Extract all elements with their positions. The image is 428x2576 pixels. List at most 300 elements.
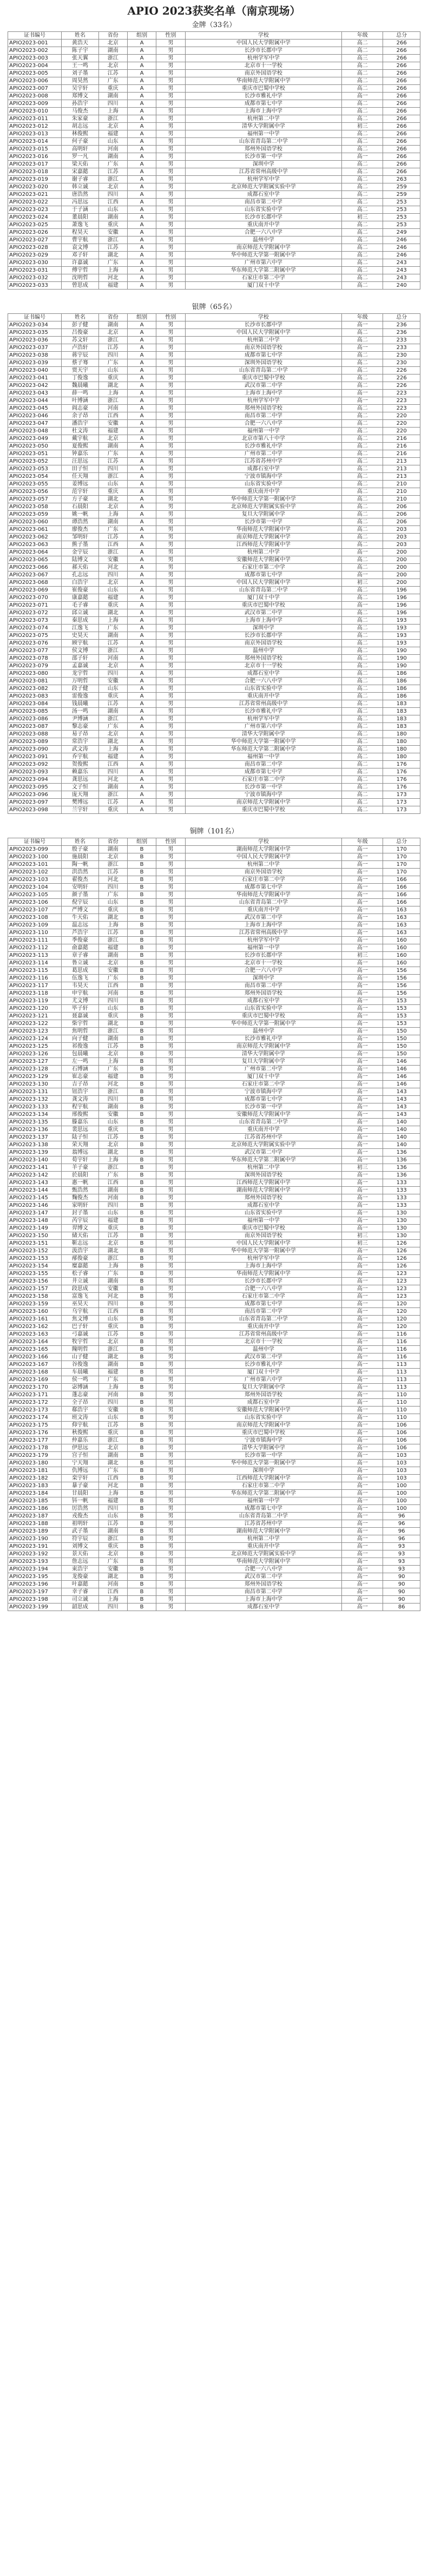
- cell-grade: 高二: [342, 40, 383, 47]
- cell-grade: 高二: [342, 450, 383, 458]
- cell-grade: 高一: [342, 1210, 383, 1217]
- cell-school: 杭州学军中学: [185, 937, 342, 944]
- cell-school: 安徽师范大学附属中学: [185, 556, 342, 564]
- table-row: [8, 1232, 420, 1240]
- table-row: [8, 1225, 420, 1232]
- cell-certificate-id: APIO2023-027: [8, 236, 62, 244]
- cell-school: 山东省青岛第二中学: [185, 899, 342, 906]
- cell-grade: 高一: [342, 1535, 383, 1543]
- cell-grade: 高一: [342, 1581, 383, 1588]
- column-header-school: 学校: [185, 838, 342, 846]
- cell-grade: 高一: [342, 1255, 383, 1263]
- cell-province: 四川: [98, 1505, 127, 1513]
- cell-group: B: [127, 1013, 156, 1020]
- cell-gender: 男: [156, 1467, 185, 1475]
- cell-name: 丁俊逸: [62, 374, 99, 382]
- cell-gender: 男: [156, 1505, 185, 1513]
- cell-score: 90: [383, 1581, 420, 1588]
- cell-province: 江西: [98, 1308, 127, 1316]
- cell-gender: 男: [156, 602, 185, 609]
- cell-score: 266: [383, 123, 420, 130]
- cell-group: A: [127, 428, 156, 435]
- table-row: [8, 1005, 420, 1013]
- cell-school: 宁波市镇海中学: [185, 791, 342, 799]
- cell-gender: 男: [156, 274, 185, 282]
- cell-province: 江苏: [98, 1422, 127, 1429]
- cell-province: 福建: [98, 130, 127, 138]
- cell-gender: 男: [156, 1460, 185, 1467]
- cell-school: 南昌市第二中学: [185, 1308, 342, 1316]
- cell-group: B: [127, 1475, 156, 1482]
- table-row: [8, 929, 420, 937]
- cell-score: 160: [383, 944, 420, 952]
- cell-certificate-id: APIO2023-195: [8, 1573, 62, 1581]
- cell-gender: 男: [156, 496, 185, 503]
- cell-name: 方子豪: [62, 496, 99, 503]
- cell-score: 153: [383, 1020, 420, 1028]
- cell-province: 浙江: [98, 1255, 127, 1263]
- cell-grade: 高二: [342, 503, 383, 511]
- cell-name: 洪浩然: [62, 869, 99, 876]
- cell-grade: 初三: [342, 952, 383, 960]
- cell-gender: 男: [156, 458, 185, 465]
- cell-school: 南京外国语学校: [185, 869, 342, 876]
- cell-school: 上海市上海中学: [185, 390, 342, 397]
- cell-school: 北京师范大学附属实验中学: [185, 183, 342, 191]
- cell-grade: 高一: [342, 153, 383, 161]
- cell-grade: 高二: [342, 252, 383, 259]
- cell-score: 100: [383, 1482, 420, 1490]
- cell-score: 100: [383, 1505, 420, 1513]
- cell-certificate-id: APIO2023-155: [8, 1270, 62, 1278]
- table-row: [8, 1399, 420, 1407]
- cell-certificate-id: APIO2023-168: [8, 1369, 62, 1376]
- cell-score: 146: [383, 1058, 420, 1066]
- cell-province: 安徽: [98, 229, 127, 236]
- cell-name: 祖明轩: [62, 1520, 99, 1528]
- cell-certificate-id: APIO2023-147: [8, 1210, 62, 1217]
- cell-grade: 高一: [342, 1308, 383, 1316]
- cell-name: 毛子睿: [62, 602, 99, 609]
- cell-certificate-id: APIO2023-038: [8, 352, 62, 359]
- cell-province: 浙江: [98, 337, 127, 344]
- cell-name: 符宇辰: [62, 1535, 99, 1543]
- cell-name: 唐浩然: [62, 191, 99, 199]
- cell-name: 姜博远: [62, 481, 99, 488]
- table-row: [8, 321, 420, 329]
- cell-group: A: [127, 776, 156, 784]
- cell-name: 汤一鸣: [62, 708, 99, 715]
- cell-gender: 男: [156, 337, 185, 344]
- cell-name: 刘子墨: [62, 70, 99, 77]
- cell-province: 北京: [98, 62, 127, 70]
- table-row: [8, 768, 420, 776]
- cell-certificate-id: APIO2023-057: [8, 496, 62, 503]
- cell-score: 136: [383, 1156, 420, 1164]
- cell-group: B: [127, 1437, 156, 1444]
- cell-score: 253: [383, 221, 420, 229]
- cell-score: 130: [383, 1232, 420, 1240]
- cell-province: 重庆: [98, 1543, 127, 1550]
- table-row: [8, 564, 420, 571]
- table-row: [8, 274, 420, 282]
- table-row: [8, 465, 420, 473]
- cell-province: 河北: [98, 1482, 127, 1490]
- cell-grade: 初三: [342, 1232, 383, 1240]
- cell-school: 温州中学: [185, 236, 342, 244]
- table-row: [8, 1444, 420, 1452]
- cell-school: 成都市第七中学: [185, 571, 342, 579]
- cell-name: 宋嘉懿: [62, 168, 99, 176]
- cell-grade: 高二: [342, 541, 383, 549]
- cell-grade: 高二: [342, 715, 383, 723]
- cell-province: 江西: [98, 1475, 127, 1482]
- cell-score: 233: [383, 344, 420, 352]
- cell-gender: 男: [156, 115, 185, 123]
- cell-group: A: [127, 685, 156, 693]
- table-row: [8, 1391, 420, 1399]
- cell-province: 广东: [98, 1172, 127, 1179]
- cell-grade: 高二: [342, 556, 383, 564]
- cell-school: 郑州外国语学校: [185, 655, 342, 662]
- cell-school: 华南师范大学附属中学: [185, 77, 342, 85]
- cell-grade: 高一: [342, 1028, 383, 1035]
- cell-school: 成都市第七中学: [185, 1096, 342, 1103]
- cell-group: B: [127, 1573, 156, 1581]
- cell-province: 重庆: [98, 693, 127, 700]
- table-row: [8, 549, 420, 556]
- cell-gender: 男: [156, 1497, 185, 1505]
- cell-certificate-id: APIO2023-146: [8, 1202, 62, 1210]
- cell-score: 180: [383, 753, 420, 761]
- cell-name: 金宇辰: [62, 549, 99, 556]
- cell-score: 206: [383, 503, 420, 511]
- cell-school: 郑州外国语学校: [185, 1581, 342, 1588]
- column-header-group: 组别: [127, 314, 156, 321]
- cell-certificate-id: APIO2023-075: [8, 632, 62, 640]
- cell-school: 长沙市长郡中学: [185, 214, 342, 221]
- cell-grade: 高二: [342, 206, 383, 214]
- cell-name: 靳志远: [62, 1240, 99, 1247]
- cell-province: 安徽: [98, 556, 127, 564]
- cell-score: 266: [383, 138, 420, 146]
- cell-name: 汲浩宇: [62, 1247, 99, 1255]
- cell-province: 浙江: [98, 473, 127, 481]
- cell-group: A: [127, 221, 156, 229]
- cell-grade: 高二: [342, 617, 383, 625]
- cell-province: 山东: [98, 367, 127, 374]
- cell-name: 沈明哲: [62, 274, 99, 282]
- cell-score: 146: [383, 1066, 420, 1073]
- cell-name: 任天翔: [62, 473, 99, 481]
- cell-gender: 男: [156, 1035, 185, 1043]
- cell-group: A: [127, 708, 156, 715]
- table-row: [8, 1164, 420, 1172]
- table-row: [8, 130, 420, 138]
- cell-province: 重庆: [98, 488, 127, 496]
- cell-grade: 高一: [342, 1505, 383, 1513]
- cell-score: 190: [383, 655, 420, 662]
- cell-grade: 高二: [342, 176, 383, 183]
- cell-province: 江苏: [98, 458, 127, 465]
- cell-group: B: [127, 876, 156, 884]
- cell-gender: 男: [156, 1172, 185, 1179]
- cell-gender: 男: [156, 1164, 185, 1172]
- cell-score: 126: [383, 1255, 420, 1263]
- cell-gender: 男: [156, 914, 185, 922]
- cell-grade: 高二: [342, 62, 383, 70]
- cell-certificate-id: APIO2023-164: [8, 1338, 62, 1346]
- table-row: [8, 1119, 420, 1126]
- cell-name: 魏晨曦: [62, 382, 99, 390]
- cell-score: 236: [383, 321, 420, 329]
- cell-province: 广东: [98, 1270, 127, 1278]
- cell-score: 156: [383, 982, 420, 990]
- cell-grade: 初三: [342, 214, 383, 221]
- cell-grade: 高二: [342, 115, 383, 123]
- cell-name: 弓嘉诚: [62, 1331, 99, 1338]
- cell-gender: 男: [156, 1490, 185, 1497]
- cell-group: A: [127, 799, 156, 806]
- cell-gender: 男: [156, 1134, 185, 1141]
- cell-grade: 高二: [342, 428, 383, 435]
- table-row: [8, 374, 420, 382]
- cell-name: 黎志豪: [62, 723, 99, 731]
- cell-province: 河南: [98, 405, 127, 412]
- cell-group: A: [127, 337, 156, 344]
- cell-certificate-id: APIO2023-107: [8, 906, 62, 914]
- cell-gender: 男: [156, 906, 185, 914]
- cell-score: 106: [383, 1437, 420, 1444]
- column-header-province: 省份: [98, 314, 127, 321]
- cell-certificate-id: APIO2023-097: [8, 799, 62, 806]
- cell-certificate-id: APIO2023-174: [8, 1414, 62, 1422]
- cell-group: A: [127, 450, 156, 458]
- table-row: [8, 1028, 420, 1035]
- cell-certificate-id: APIO2023-144: [8, 1187, 62, 1194]
- cell-certificate-id: APIO2023-192: [8, 1550, 62, 1558]
- cell-name: 巫昊天: [62, 1300, 99, 1308]
- cell-gender: 男: [156, 761, 185, 768]
- cell-school: 杭州第二中学: [185, 861, 342, 869]
- cell-grade: 高一: [342, 929, 383, 937]
- cell-group: B: [127, 1043, 156, 1050]
- cell-school: 长沙市长郡中学: [185, 47, 342, 55]
- table-header-row: [8, 32, 420, 40]
- cell-group: B: [127, 990, 156, 997]
- table-row: [8, 47, 420, 55]
- cell-certificate-id: APIO2023-085: [8, 708, 62, 715]
- cell-score: 176: [383, 784, 420, 791]
- cell-province: 北京: [98, 1444, 127, 1452]
- cell-group: B: [127, 929, 156, 937]
- cell-gender: 男: [156, 1013, 185, 1020]
- cell-name: 伍逸飞: [62, 975, 99, 982]
- table-row: [8, 458, 420, 465]
- cell-group: B: [127, 1596, 156, 1604]
- cell-certificate-id: APIO2023-071: [8, 602, 62, 609]
- cell-school: 华东师范大学第二附属中学: [185, 1156, 342, 1164]
- cell-gender: 男: [156, 579, 185, 587]
- cell-name: 董晨阳: [62, 214, 99, 221]
- table-row: [8, 1338, 420, 1346]
- cell-grade: 高二: [342, 329, 383, 337]
- cell-score: 173: [383, 799, 420, 806]
- cell-certificate-id: APIO2023-127: [8, 1058, 62, 1066]
- cell-score: 170: [383, 846, 420, 853]
- cell-name: 暴子豪: [62, 1482, 99, 1490]
- cell-score: 106: [383, 1429, 420, 1437]
- cell-gender: 男: [156, 1081, 185, 1088]
- cell-grade: 高一: [342, 1134, 383, 1141]
- cell-province: 江苏: [98, 1134, 127, 1141]
- cell-school: 成都市第七中学: [185, 1300, 342, 1308]
- cell-score: 223: [383, 397, 420, 405]
- cell-grade: 高三: [342, 55, 383, 62]
- cell-school: 华南师范大学附属中学: [185, 1558, 342, 1566]
- table-row: [8, 1384, 420, 1391]
- column-header-grade: 年级: [342, 314, 383, 321]
- cell-certificate-id: APIO2023-084: [8, 700, 62, 708]
- cell-province: 上海: [98, 1058, 127, 1066]
- gold-table: [8, 31, 420, 290]
- table-row: [8, 731, 420, 738]
- cell-province: 江西: [98, 412, 127, 420]
- cell-grade: 高二: [342, 776, 383, 784]
- cell-school: 清华大学附属中学: [185, 731, 342, 738]
- cell-group: B: [127, 1581, 156, 1588]
- cell-grade: 高二: [342, 161, 383, 168]
- cell-school: 华东师范大学第二附属中学: [185, 1490, 342, 1497]
- cell-school: 杭州第二中学: [185, 337, 342, 344]
- cell-group: B: [127, 1035, 156, 1043]
- cell-gender: 男: [156, 609, 185, 617]
- cell-name: 陈子宇: [62, 47, 99, 55]
- cell-gender: 男: [156, 1323, 185, 1331]
- cell-name: 武子墨: [62, 1528, 99, 1535]
- cell-group: B: [127, 1444, 156, 1452]
- cell-gender: 男: [156, 1058, 185, 1066]
- cell-score: 133: [383, 1187, 420, 1194]
- cell-score: 143: [383, 1111, 420, 1119]
- cell-grade: 高一: [342, 1005, 383, 1013]
- cell-name: 倪宇辰: [62, 899, 99, 906]
- cell-gender: 男: [156, 526, 185, 534]
- cell-grade: 高一: [342, 1467, 383, 1475]
- cell-school: 清华大学附属中学: [185, 123, 342, 130]
- cell-grade: 高一: [342, 997, 383, 1005]
- cell-score: 133: [383, 1179, 420, 1187]
- cell-grade: 高一: [342, 1194, 383, 1202]
- cell-score: 266: [383, 85, 420, 93]
- cell-school: 重庆市巴蜀中学校: [185, 1013, 342, 1020]
- cell-province: 重庆: [98, 1013, 127, 1020]
- cell-school: 合肥一六八中学: [185, 1566, 342, 1573]
- table-row: [8, 473, 420, 481]
- cell-group: A: [127, 153, 156, 161]
- table-row: [8, 1369, 420, 1376]
- cell-certificate-id: APIO2023-118: [8, 990, 62, 997]
- cell-school: 重庆南开中学: [185, 1126, 342, 1134]
- cell-score: 143: [383, 1096, 420, 1103]
- cell-province: 山东: [98, 1513, 127, 1520]
- cell-score: 166: [383, 876, 420, 884]
- cell-gender: 男: [156, 1187, 185, 1194]
- cell-certificate-id: APIO2023-072: [8, 609, 62, 617]
- cell-grade: 高二: [342, 138, 383, 146]
- cell-certificate-id: APIO2023-121: [8, 1013, 62, 1020]
- table-row: [8, 252, 420, 259]
- cell-grade: 高二: [342, 655, 383, 662]
- cell-score: 266: [383, 93, 420, 100]
- cell-school: 江西师范大学附属中学: [185, 1475, 342, 1482]
- section-spacer: [8, 814, 420, 824]
- cell-certificate-id: APIO2023-100: [8, 853, 62, 861]
- cell-school: 郑州外国语学校: [185, 405, 342, 412]
- cell-province: 湖南: [98, 1278, 127, 1285]
- cell-score: 203: [383, 534, 420, 541]
- cell-name: 乔宇航: [62, 753, 99, 761]
- cell-gender: 男: [156, 678, 185, 685]
- results-sections: [8, 21, 420, 1611]
- cell-grade: 高一: [342, 1066, 383, 1073]
- cell-score: 116: [383, 1353, 420, 1361]
- cell-school: 深圳中学: [185, 161, 342, 168]
- cell-group: A: [127, 55, 156, 62]
- cell-province: 福建: [98, 1217, 127, 1225]
- cell-gender: 男: [156, 768, 185, 776]
- cell-score: 120: [383, 1308, 420, 1316]
- cell-grade: 高一: [342, 1285, 383, 1293]
- cell-group: A: [127, 47, 156, 55]
- cell-name: 钮浩宇: [62, 1088, 99, 1096]
- cell-school: 华南师范大学附属中学: [185, 1270, 342, 1278]
- cell-name: 傅宇哲: [62, 267, 99, 274]
- cell-grade: 高一: [342, 1043, 383, 1050]
- cell-province: 江苏: [98, 799, 127, 806]
- cell-school: 中国人民大学附属中学: [185, 579, 342, 587]
- cell-grade: 高二: [342, 85, 383, 93]
- cell-certificate-id: APIO2023-074: [8, 625, 62, 632]
- cell-grade: 高一: [342, 1407, 383, 1414]
- cell-group: B: [127, 1308, 156, 1316]
- cell-grade: 高二: [342, 738, 383, 746]
- cell-province: 江苏: [98, 1520, 127, 1528]
- cell-school: 复旦大学附属中学: [185, 511, 342, 518]
- cell-school: 重庆南开中学: [185, 693, 342, 700]
- cell-certificate-id: APIO2023-099: [8, 846, 62, 853]
- column-header-school: 学校: [185, 32, 342, 40]
- cell-certificate-id: APIO2023-056: [8, 488, 62, 496]
- table-row: [8, 1323, 420, 1331]
- cell-name: 翁博远: [62, 1149, 99, 1156]
- cell-province: 湖北: [98, 914, 127, 922]
- cell-province: 江苏: [98, 869, 127, 876]
- table-row: [8, 115, 420, 123]
- cell-grade: 高一: [342, 1596, 383, 1604]
- cell-school: 华南师范大学附属中学: [185, 891, 342, 899]
- cell-score: 133: [383, 1194, 420, 1202]
- cell-province: 广东: [98, 77, 127, 85]
- cell-name: 仰宇航: [62, 1422, 99, 1429]
- cell-grade: 高一: [342, 1497, 383, 1505]
- cell-gender: 男: [156, 1225, 185, 1232]
- cell-name: 梁天佑: [62, 161, 99, 168]
- cell-score: 116: [383, 1346, 420, 1353]
- cell-group: A: [127, 352, 156, 359]
- cell-province: 江西: [98, 761, 127, 768]
- cell-certificate-id: APIO2023-115: [8, 967, 62, 975]
